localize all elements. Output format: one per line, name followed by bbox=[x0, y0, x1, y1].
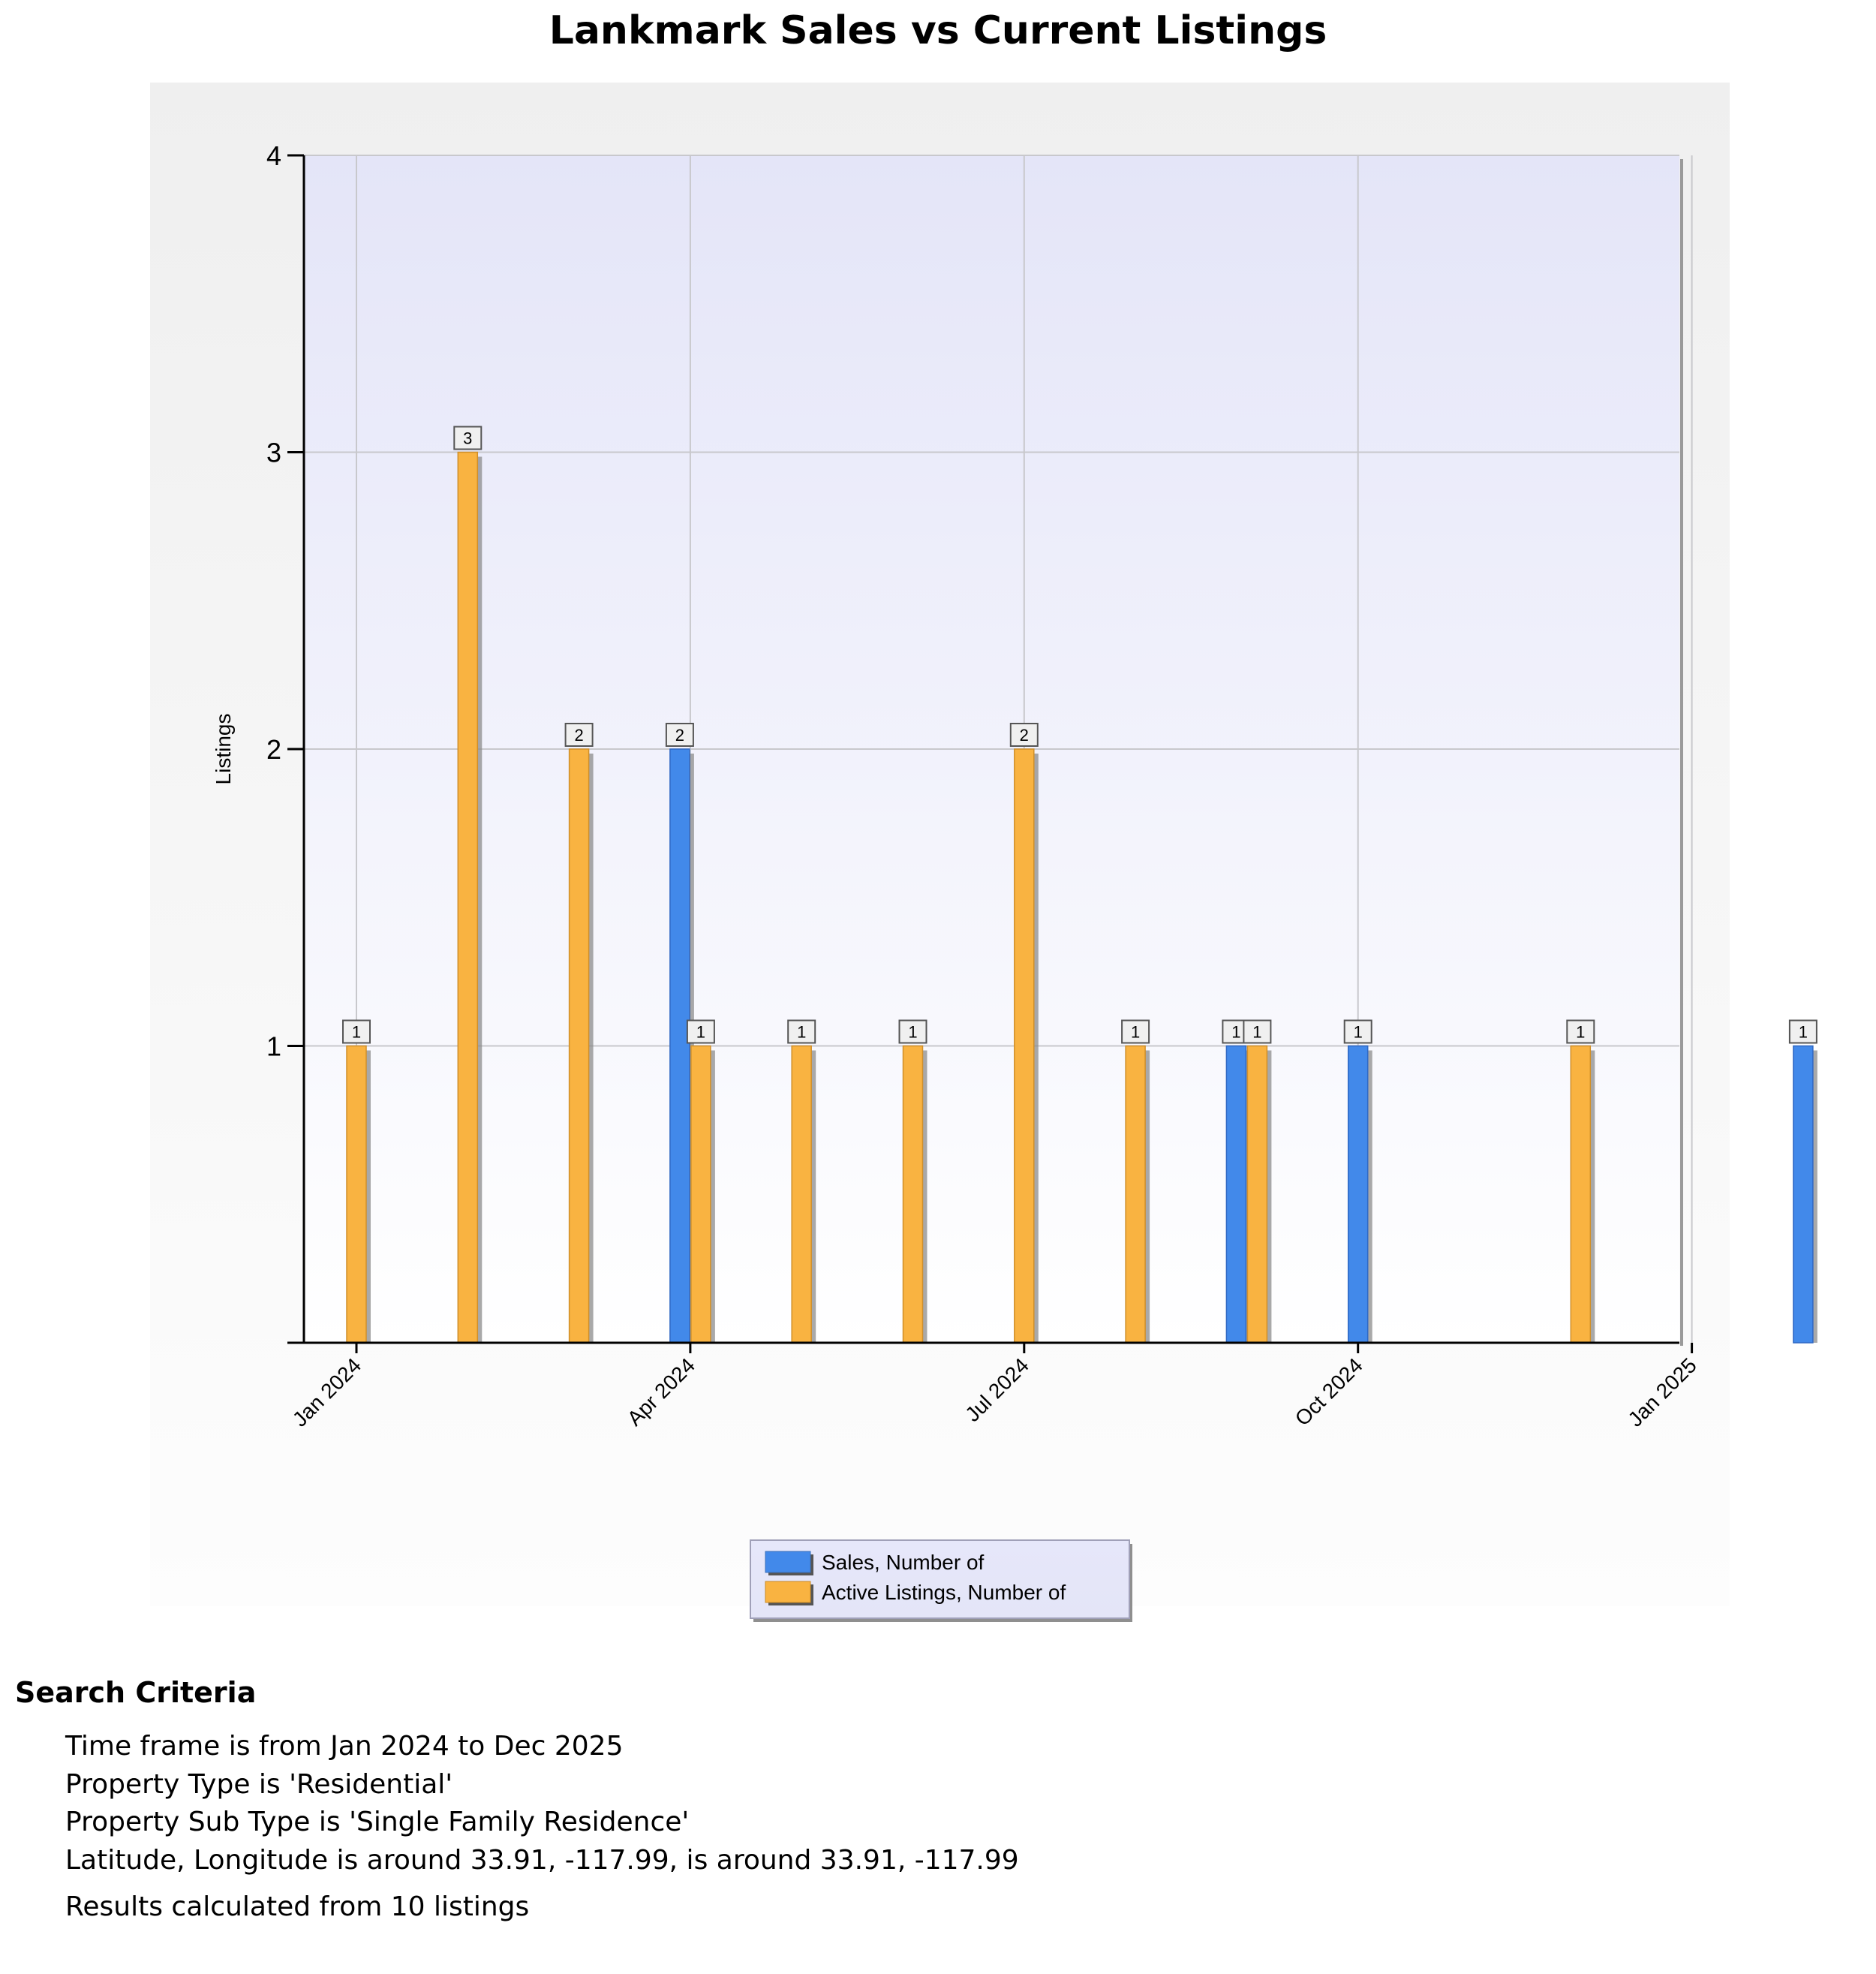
data-label: 1 bbox=[351, 1022, 362, 1042]
bar-active-listings bbox=[347, 1046, 366, 1344]
y-tick-label: 1 bbox=[266, 1031, 281, 1062]
legend-label-active-listings: Active Listings, Number of bbox=[822, 1581, 1066, 1604]
data-label: 1 bbox=[1353, 1022, 1363, 1042]
data-label: 2 bbox=[574, 726, 584, 745]
bar-active-listings bbox=[792, 1046, 811, 1344]
legend bbox=[750, 1540, 1132, 1622]
bar-active-listings bbox=[1015, 749, 1034, 1343]
data-label: 1 bbox=[696, 1022, 706, 1042]
y-tick-label: 2 bbox=[266, 734, 281, 765]
bar-active-listings bbox=[570, 749, 589, 1343]
data-label: 3 bbox=[463, 429, 473, 448]
data-label: 1 bbox=[1252, 1022, 1262, 1042]
criteria-line-location: Latitude, Longitude is around 33.91, -117.99, is around 33.91, -117.99 bbox=[65, 1845, 1019, 1876]
data-label: 1 bbox=[1130, 1022, 1141, 1042]
data-label: 2 bbox=[675, 726, 685, 745]
data-label: 1 bbox=[1798, 1022, 1808, 1042]
bar-active-listings bbox=[1571, 1046, 1590, 1344]
x-tick-label: Oct 2024 bbox=[1290, 1353, 1367, 1431]
legend-swatch-active-listings bbox=[765, 1581, 810, 1602]
bar-active-listings bbox=[691, 1046, 711, 1344]
data-label: 1 bbox=[1576, 1022, 1586, 1042]
x-tick-label: Jul 2024 bbox=[961, 1353, 1034, 1427]
x-tick-label: Apr 2024 bbox=[622, 1353, 700, 1431]
legend-label-sales: Sales, Number of bbox=[822, 1551, 985, 1574]
data-label: 2 bbox=[1019, 726, 1029, 745]
data-label: 1 bbox=[908, 1022, 918, 1042]
x-tick-label: Jan 2024 bbox=[287, 1353, 366, 1431]
chart-title: Lankmark Sales vs Current Listings bbox=[549, 8, 1327, 53]
bar-active-listings bbox=[1247, 1046, 1267, 1344]
criteria-line-property-sub-type: Property Sub Type is 'Single Family Residence' bbox=[65, 1807, 690, 1837]
criteria-line-time-frame: Time frame is from Jan 2024 to Dec 2025 bbox=[65, 1731, 624, 1762]
search-criteria-title: Search Criteria bbox=[15, 1676, 257, 1709]
x-tick-label: Jan 2025 bbox=[1623, 1353, 1701, 1431]
bar-sales bbox=[670, 749, 690, 1343]
bar-active-listings bbox=[1126, 1046, 1145, 1344]
bar-sales bbox=[1348, 1046, 1368, 1344]
bar-active-listings bbox=[903, 1046, 923, 1344]
y-axis-label: Listings bbox=[212, 713, 235, 785]
bar-sales bbox=[1793, 1046, 1813, 1344]
bar-sales bbox=[1226, 1046, 1246, 1344]
legend-swatch-sales bbox=[765, 1551, 810, 1572]
y-tick-label: 3 bbox=[266, 437, 281, 468]
criteria-result-count: Results calculated from 10 listings bbox=[65, 1891, 530, 1922]
bar-active-listings bbox=[458, 453, 477, 1344]
data-label: 1 bbox=[797, 1022, 807, 1042]
criteria-line-property-type: Property Type is 'Residential' bbox=[65, 1769, 453, 1800]
y-tick-label: 4 bbox=[266, 140, 281, 171]
data-label: 1 bbox=[1231, 1022, 1241, 1042]
